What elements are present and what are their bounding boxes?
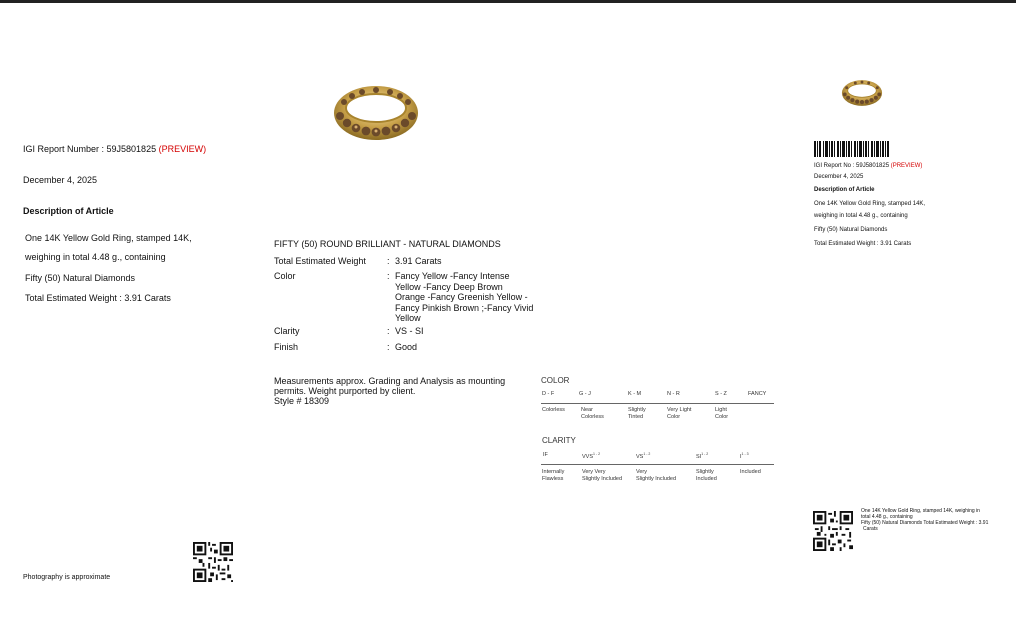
description-line-3: Fifty (50) Natural Diamonds bbox=[25, 273, 136, 283]
clarity-superscript: 1 - 2 bbox=[701, 452, 709, 456]
color-grade: G - J bbox=[579, 391, 591, 397]
spec-label-finish: Finish bbox=[274, 342, 299, 352]
clarity-desc: Very Very Slightly Included bbox=[582, 469, 623, 482]
clarity-superscript: 1 - 2 bbox=[593, 452, 601, 456]
ring-thumbnail bbox=[840, 77, 884, 109]
color-grade: S - Z bbox=[715, 391, 727, 397]
spec-colon: : bbox=[387, 271, 390, 281]
clarity-superscript: 1 - 2 bbox=[643, 452, 651, 456]
clarity-desc: Very Slightly Included bbox=[636, 469, 677, 482]
color-desc: Very Light Color bbox=[667, 407, 692, 420]
color-grade: N - R bbox=[667, 391, 680, 397]
comments-line-3: Style # 18309 bbox=[274, 396, 330, 406]
spec-colon: : bbox=[387, 342, 390, 352]
right-description-line-2: weighing in total 4.48 g., containing bbox=[814, 213, 908, 219]
right-description-line-1: One 14K Yellow Gold Ring, stamped 14K, bbox=[814, 201, 926, 207]
top-border bbox=[0, 0, 1016, 3]
clarity-grade-label: VVS bbox=[582, 453, 594, 460]
spec-value-clarity: VS - SI bbox=[395, 326, 424, 336]
right-report-number bbox=[814, 163, 922, 169]
clarity-grade bbox=[636, 452, 650, 460]
report-number bbox=[23, 144, 206, 154]
spec-value-weight: 3.91 Carats bbox=[395, 256, 442, 266]
right-description-heading: Description of Article bbox=[814, 187, 875, 193]
qr-description-line-1: One 14K Yellow Gold Ring, stamped 14K, weighing in bbox=[861, 508, 980, 514]
qr-description-line-3: Fifty (50) Natural Diamonds Total Estimated Weight : 3.91 bbox=[861, 520, 989, 526]
photo-note: Photography is approximate bbox=[23, 574, 111, 581]
color-grade: K - M bbox=[628, 391, 642, 397]
clarity-scale-title: CLARITY bbox=[542, 436, 576, 445]
description-line-1: One 14K Yellow Gold Ring, stamped 14K, bbox=[25, 233, 192, 243]
right-report-date: December 4, 2025 bbox=[814, 174, 864, 180]
clarity-grade-label: IF bbox=[543, 452, 548, 458]
barcode bbox=[814, 141, 890, 157]
spec-label-weight: Total Estimated Weight bbox=[274, 256, 366, 266]
stone-heading: FIFTY (50) ROUND BRILLIANT - NATURAL DIAMONDS bbox=[274, 239, 501, 249]
color-grade: FANCY bbox=[748, 391, 767, 397]
clarity-grade bbox=[582, 452, 600, 460]
right-report-number-label: IGI Report No : 59J5801825 bbox=[814, 163, 890, 169]
qr-code bbox=[193, 542, 233, 582]
right-description-line-4: Total Estimated Weight : 3.91 Carats bbox=[814, 241, 912, 247]
spec-value-color: Fancy Yellow -Fancy Intense Yellow -Fancy Deep Brown Orange -Fancy Greenish Yellow - Fancy Pinkish Brown ;-Fancy Vivid Yellow bbox=[395, 271, 534, 323]
clarity-grade-label: SI bbox=[696, 453, 702, 460]
clarity-desc: Internally Flawless bbox=[542, 469, 565, 482]
spec-colon: : bbox=[387, 256, 390, 266]
qr-description-line-2: total 4.48 g., containing bbox=[861, 514, 913, 520]
clarity-scale-divider bbox=[541, 464, 774, 465]
spec-label-clarity: Clarity bbox=[274, 326, 300, 336]
color-grade: D - F bbox=[542, 391, 555, 397]
spec-colon: : bbox=[387, 326, 390, 336]
description-line-4: Total Estimated Weight : 3.91 Carats bbox=[25, 293, 171, 303]
color-scale-title: COLOR bbox=[541, 376, 570, 385]
color-desc: Colorless bbox=[542, 407, 565, 413]
description-heading: Description of Article bbox=[23, 206, 114, 216]
right-qr-code bbox=[813, 511, 853, 551]
color-desc: Slightly Tinted bbox=[628, 407, 646, 420]
spec-value-finish: Good bbox=[395, 342, 418, 352]
clarity-grade bbox=[696, 452, 708, 460]
clarity-desc: Included bbox=[740, 469, 761, 475]
ring-photo bbox=[330, 82, 422, 144]
comments bbox=[274, 376, 505, 406]
right-description-line-3: Fifty (50) Natural Diamonds bbox=[814, 227, 888, 233]
comments-line-2: permits. Weight purported by client. bbox=[274, 386, 416, 396]
clarity-grade bbox=[543, 452, 548, 458]
report-date: December 4, 2025 bbox=[23, 175, 98, 185]
color-desc: Light Color bbox=[715, 407, 729, 420]
spec-label-color: Color bbox=[274, 271, 296, 281]
clarity-grade bbox=[740, 452, 749, 460]
color-desc: Near Colorless bbox=[581, 407, 604, 420]
clarity-grade-label: VS bbox=[636, 453, 644, 460]
qr-description bbox=[861, 508, 997, 532]
report-number-label: IGI Report Number : 59J5801825 bbox=[23, 144, 157, 154]
preview-label: (PREVIEW) bbox=[158, 144, 207, 154]
right-preview-label: (PREVIEW) bbox=[890, 163, 923, 169]
clarity-desc: Slightly Included bbox=[696, 469, 717, 482]
comments-line-1: Measurements approx. Grading and Analysis as mounting bbox=[274, 376, 506, 386]
qr-description-line-4: Carats bbox=[863, 526, 878, 532]
description-line-2: weighing in total 4.48 g., containing bbox=[25, 252, 166, 262]
clarity-grade-label: I bbox=[740, 453, 742, 460]
color-scale-divider bbox=[541, 403, 774, 404]
clarity-superscript: 1 - 3 bbox=[741, 452, 749, 456]
